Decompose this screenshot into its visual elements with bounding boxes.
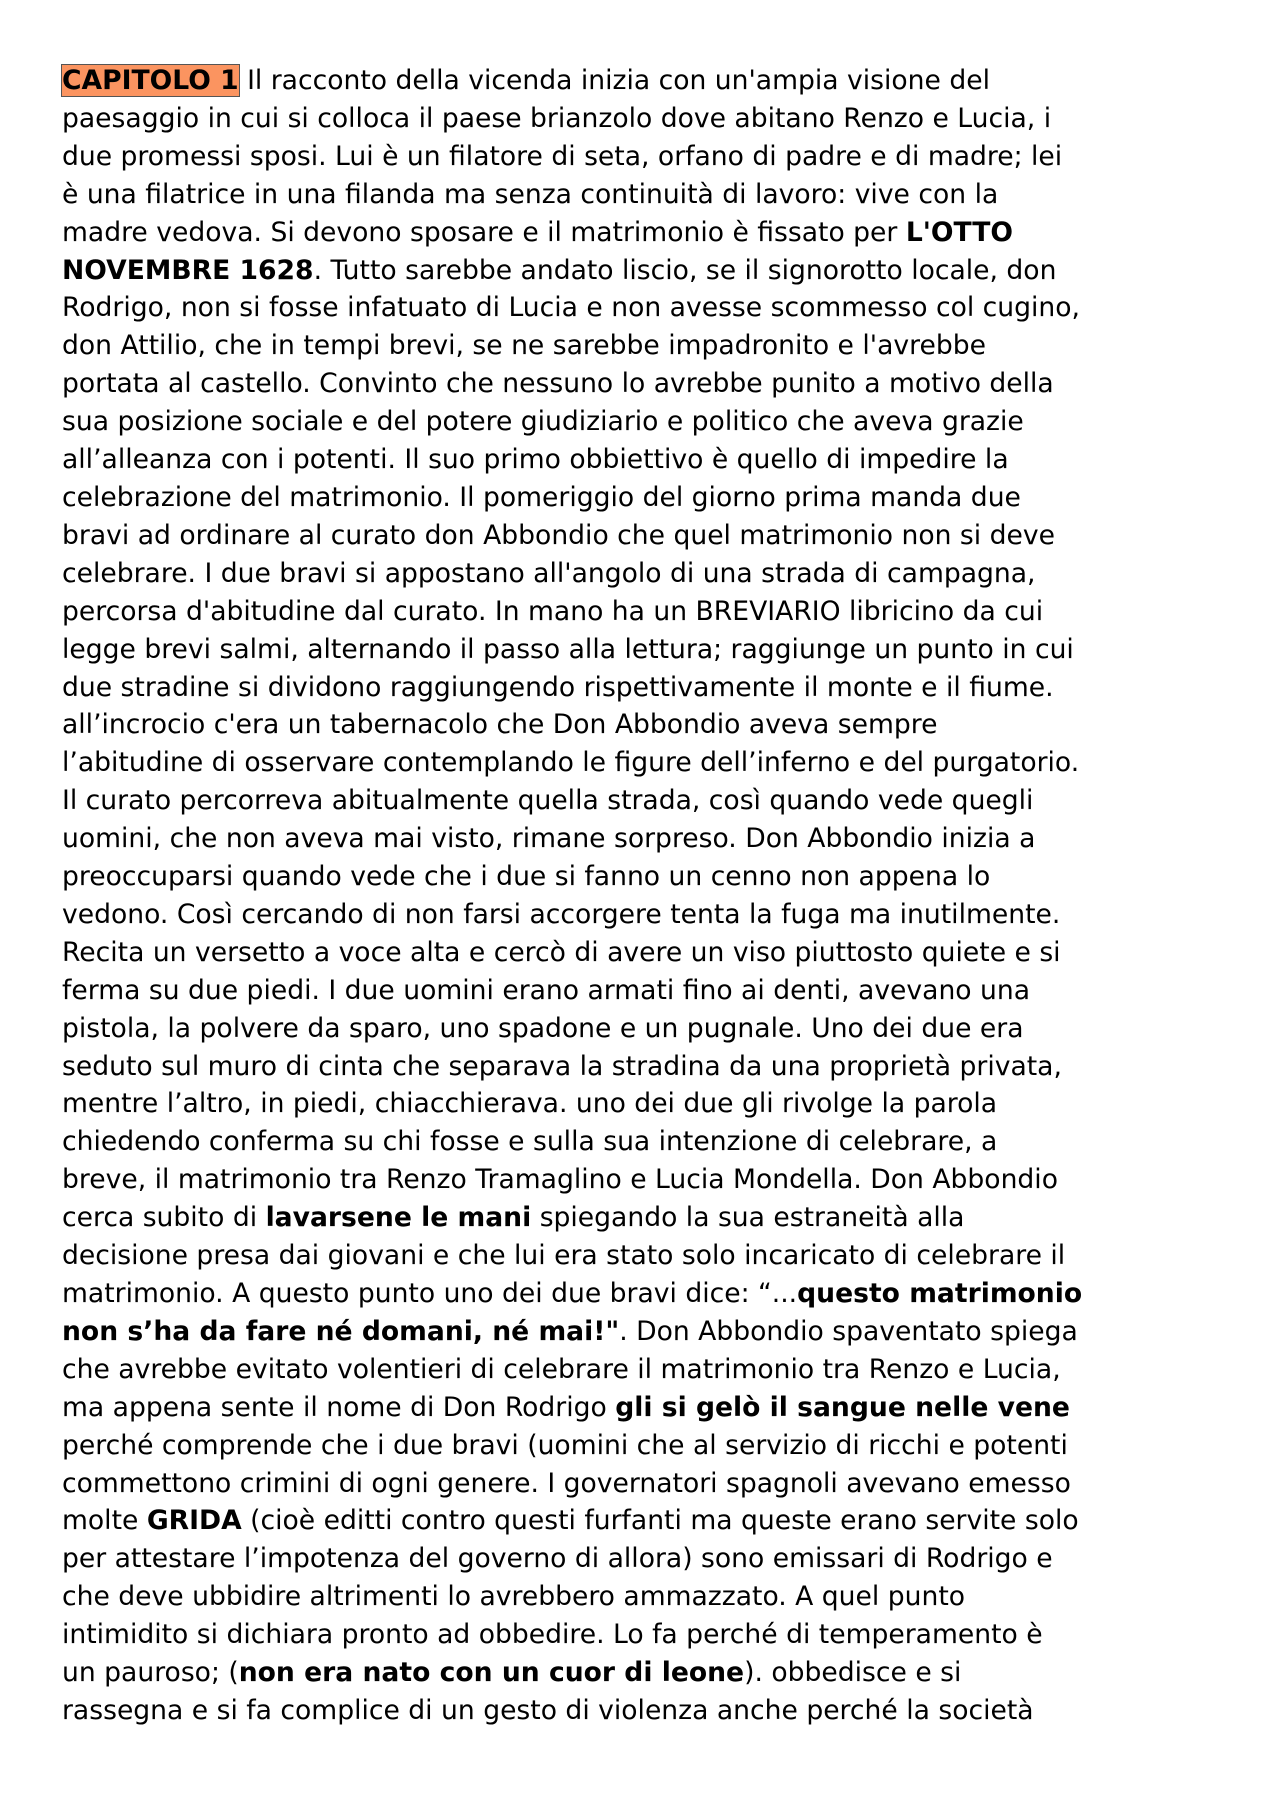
text-line: [62, 1502, 1082, 1540]
text-line: [62, 327, 1082, 365]
text-run: molte: [62, 1505, 147, 1537]
text-line: [62, 896, 1082, 934]
text-line: [62, 176, 1082, 214]
bold-text: questo matrimonio: [797, 1278, 1083, 1309]
text-run: è una filatrice in una filanda ma senza continuità di lavoro: vive con la: [62, 178, 999, 210]
text-line: [62, 820, 1082, 858]
text-run: ferma su due piedi. I due uomini erano armati fino ai denti, avevano una: [62, 974, 1031, 1006]
text-line: [62, 593, 1082, 631]
text-line: [62, 972, 1082, 1010]
text-line: [62, 744, 1082, 782]
text-line: [62, 1048, 1082, 1086]
text-line: [62, 100, 1082, 138]
text-line: [62, 1427, 1082, 1465]
text-run: all’alleanza con i potenti. Il suo primo obbiettivo è quello di impedire la: [62, 444, 1009, 476]
text-line: [62, 631, 1082, 669]
text-run: un pauroso; (: [62, 1657, 239, 1689]
text-run: celebrare. I due bravi si appostano all'angolo di una strada di campagna,: [62, 557, 1036, 589]
text-run: due stradine si dividono raggiungendo rispettivamente il monte e il fiume.: [62, 671, 1054, 703]
text-run: matrimonio. A questo punto uno dei due bravi dice: “...: [62, 1278, 798, 1309]
text-run: vedono. Così cercando di non farsi accorgere tenta la fuga ma inutilmente.: [62, 898, 1061, 930]
text-line: [62, 934, 1082, 972]
text-run: bravi ad ordinare al curato don Abbondio che quel matrimonio non si deve: [62, 519, 1055, 551]
text-run: che avrebbe evitato volentieri di celebrare il matrimonio tra Renzo e Lucia,: [62, 1353, 1061, 1385]
text-line: [62, 1161, 1082, 1199]
text-line: [62, 1389, 1082, 1427]
text-line: [62, 252, 1082, 290]
text-run: portata al castello. Convinto che nessuno lo avrebbe punito a motivo della: [62, 368, 1054, 400]
bold-text: GRIDA: [146, 1505, 242, 1537]
text-run: commettono crimini di ogni genere. I governatori spagnoli avevano emesso: [62, 1467, 1071, 1499]
text-line: [62, 403, 1082, 441]
text-line: [62, 479, 1082, 517]
text-run: paesaggio in cui si colloca il paese brianzolo dove abitano Renzo e Lucia, i: [62, 102, 1052, 134]
text-run: per attestare l’impotenza del governo di allora) sono emissari di Rodrigo e: [62, 1543, 1053, 1575]
text-run: che deve ubbidire altrimenti lo avrebbero ammazzato. A quel punto: [62, 1581, 966, 1613]
text-run: celebrazione del matrimonio. Il pomeriggio del giorno prima manda due: [62, 481, 1021, 513]
bold-text: gli si gelò il sangue nelle vene: [615, 1391, 1070, 1423]
text-run: legge brevi salmi, alternando il passo alla lettura; raggiunge un punto in cui: [62, 633, 1074, 665]
text-run: madre vedova. Si devono sposare e il matrimonio è fissato per: [62, 216, 906, 248]
text-run: Rodrigo, non si fosse infatuato di Lucia e non avesse scommesso col cugino,: [62, 292, 1081, 324]
text-line: [62, 1275, 1082, 1313]
text-run: Il curato percorreva abitualmente quella strada, così quando vede quegli: [62, 785, 1034, 817]
text-line: [62, 555, 1082, 593]
text-run: l’abitudine di osservare contemplando le figure dell’inferno e del purgatorio.: [62, 747, 1080, 779]
text-line: [62, 1351, 1082, 1389]
text-run: intimidito si dichiara pronto ad obbedire. Lo fa perché di temperamento è: [62, 1619, 1043, 1651]
text-run: cerca subito di: [62, 1202, 266, 1234]
text-run: Il racconto della vicenda inizia con un'ampia visione del: [238, 65, 990, 96]
text-run: breve, il matrimonio tra Renzo Tramaglino e Lucia Mondella. Don Abbondio: [62, 1164, 1058, 1196]
text-run: mentre l’altro, in piedi, chiacchierava. uno dei due gli rivolge la parola: [62, 1088, 998, 1120]
text-line: [62, 1085, 1082, 1123]
chapter-heading: CAPITOLO 1: [62, 65, 239, 96]
text-run: chiedendo conferma su chi fosse e sulla sua intenzione di celebrare, a: [62, 1126, 998, 1158]
text-line: [62, 1237, 1082, 1275]
text-run: don Attilio, che in tempi brevi, se ne sarebbe impadronito e l'avrebbe: [62, 330, 986, 362]
text-line: [62, 365, 1082, 403]
text-line: [62, 214, 1082, 252]
text-line: [62, 1692, 1082, 1730]
text-run: ma appena sente il nome di Don Rodrigo: [62, 1391, 616, 1423]
text-run: uomini, che non aveva mai visto, rimane sorpreso. Don Abbondio inizia a: [62, 823, 1036, 855]
bold-text: NOVEMBRE 1628: [62, 254, 314, 286]
bold-text: non era nato con un cuor di leone: [238, 1657, 745, 1689]
text-line: [62, 62, 1082, 100]
bold-text: L'OTTO: [905, 216, 1014, 248]
bold-text: non s’ha da fare né domani, né mai!": [62, 1315, 620, 1347]
text-run: preoccuparsi quando vede che i due si fanno un cenno non appena lo: [62, 861, 991, 893]
text-line: [62, 289, 1082, 327]
text-run: sua posizione sociale e del potere giudiziario e politico che aveva grazie: [62, 406, 1024, 438]
text-line: [62, 1616, 1082, 1654]
text-line: [62, 517, 1082, 555]
text-run: all’incrocio c'era un tabernacolo che Don Abbondio aveva sempre: [62, 709, 938, 741]
text-line: [62, 1199, 1082, 1237]
text-run: rassegna e si fa complice di un gesto di violenza anche perché la società: [62, 1694, 1034, 1726]
bold-text: lavarsene le mani: [265, 1202, 532, 1234]
text-run: spiegando la sua estraneità alla: [531, 1202, 965, 1234]
text-line: [62, 1654, 1082, 1692]
text-run: perché comprende che i due bravi (uomini che al servizio di ricchi e potenti: [62, 1429, 1068, 1461]
text-run: (cioè editti contro questi furfanti ma queste erano servite solo: [241, 1505, 1079, 1537]
text-line: [62, 441, 1082, 479]
text-line: [62, 858, 1082, 896]
text-run: seduto sul muro di cinta che separava la stradina da una proprietà privata,: [62, 1050, 1062, 1082]
text-line: [62, 1465, 1082, 1503]
text-run: due promessi sposi. Lui è un filatore di seta, orfano di padre e di madre; lei: [62, 140, 1063, 172]
text-line: [62, 669, 1082, 707]
document-body: [62, 62, 1082, 1730]
text-run: Recita un versetto a voce alta e cercò di avere un viso piuttosto quiete e si: [62, 936, 1061, 968]
text-run: pistola, la polvere da sparo, uno spadone e un pugnale. Uno dei due era: [62, 1012, 1024, 1044]
text-line: [62, 1123, 1082, 1161]
text-run: . Don Abbondio spaventato spiega: [619, 1315, 1078, 1347]
text-line: [62, 1313, 1082, 1351]
text-line: [62, 706, 1082, 744]
text-run: ). obbedisce e si: [744, 1657, 962, 1689]
text-run: percorsa d'abitudine dal curato. In mano ha un BREVIARIO libricino da cui: [62, 595, 1044, 627]
text-run: . Tutto sarebbe andato liscio, se il signorotto locale, don: [313, 254, 1057, 286]
text-line: [62, 138, 1082, 176]
text-line: [62, 1540, 1082, 1578]
text-run: decisione presa dai giovani e che lui era stato solo incaricato di celebrare il: [62, 1240, 1066, 1272]
text-line: [62, 1578, 1082, 1616]
text-line: [62, 1010, 1082, 1048]
text-line: [62, 782, 1082, 820]
